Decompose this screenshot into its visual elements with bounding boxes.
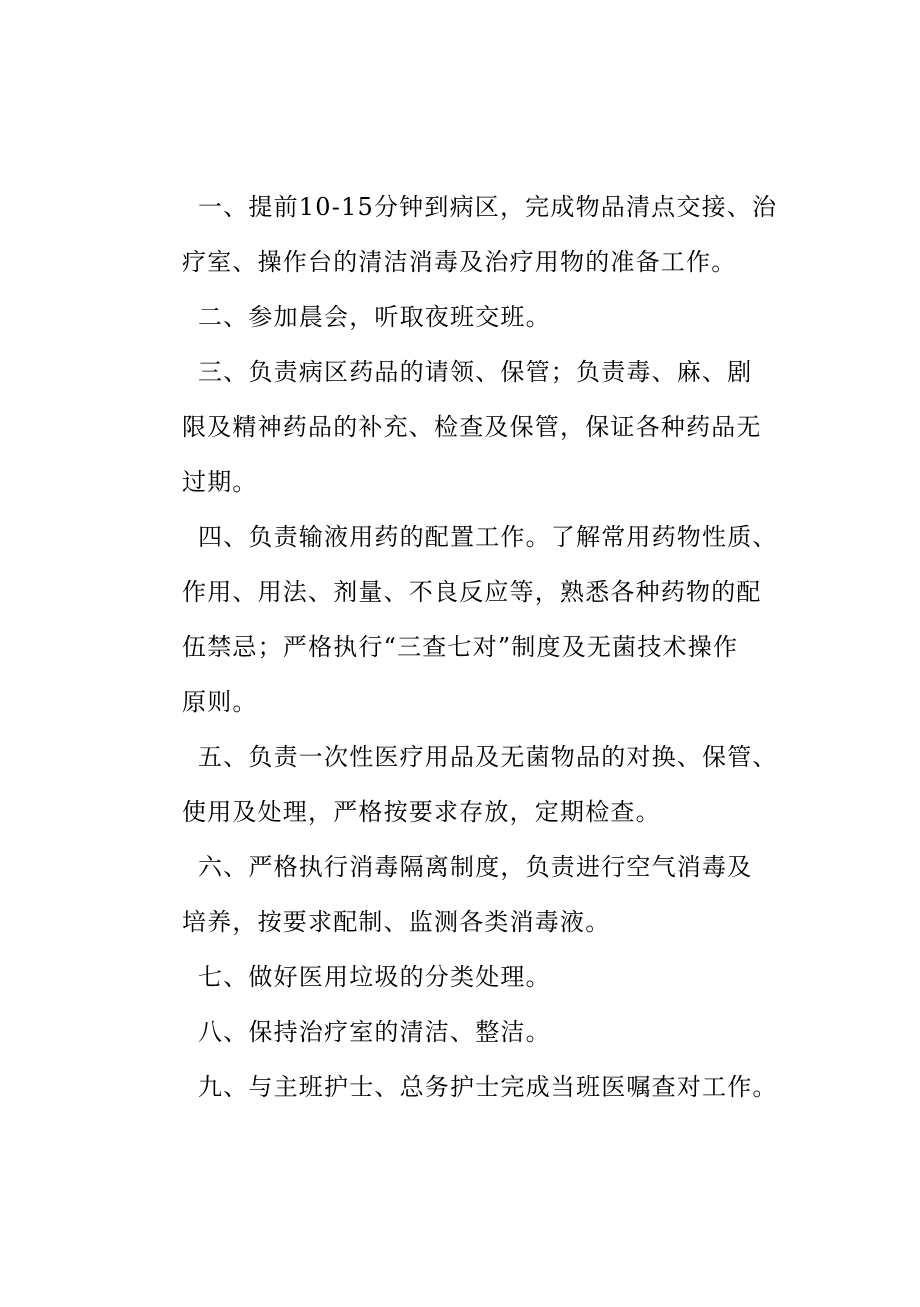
duty-item-1-line-1: 一、提前10-15分钟到病区，完成物品清点交接、治 bbox=[198, 193, 778, 221]
duty-item-4-line-1: 四、负责输液用药的配置工作。了解常用药物性质、 bbox=[198, 523, 778, 551]
duty-item-9 bbox=[166, 1060, 778, 1115]
duty-item-9-line-1: 九、与主班护士、总务护士完成当班医嘱查对工作。 bbox=[198, 1073, 778, 1101]
duty-item-7 bbox=[166, 950, 762, 1005]
duty-item-4-line-3: 伍禁忌；严格执行“三查七对”制度及无菌技术操作 bbox=[182, 633, 739, 661]
duty-item-4-line-4: 原则。 bbox=[182, 688, 258, 716]
duty-item-6 bbox=[166, 840, 762, 950]
duty-item-4-line-2: 作用、用法、剂量、不良反应等，熟悉各种药物的配 bbox=[182, 578, 762, 606]
duty-list bbox=[166, 180, 778, 1115]
duty-item-8-line-1: 八、保持治疗室的清洁、整洁。 bbox=[198, 1018, 551, 1046]
duty-item-5-line-1: 五、负责一次性医疗用品及无菌物品的对换、保管、 bbox=[198, 743, 778, 771]
duty-item-8 bbox=[166, 1005, 762, 1060]
duty-item-1-line-2: 疗室、操作台的清洁消毒及治疗用物的准备工作。 bbox=[182, 248, 737, 276]
duty-item-2 bbox=[166, 290, 762, 345]
duty-item-7-line-1: 七、做好医用垃圾的分类处理。 bbox=[198, 963, 551, 991]
duty-item-4 bbox=[166, 510, 778, 730]
duty-item-2-line-1: 二、参加晨会，听取夜班交班。 bbox=[198, 303, 551, 331]
duty-item-6-line-2: 培养，按要求配制、监测各类消毒液。 bbox=[182, 908, 611, 936]
duty-item-5-line-2: 使用及处理，严格按要求存放，定期检查。 bbox=[182, 798, 661, 826]
duty-item-6-line-1: 六、严格执行消毒隔离制度，负责进行空气消毒及 bbox=[198, 853, 753, 881]
duty-item-3 bbox=[166, 345, 762, 510]
duty-item-3-line-1: 三、负责病区药品的请领、保管；负责毒、麻、剧 bbox=[198, 358, 753, 386]
duty-item-3-line-2: 限及精神药品的补充、检查及保管，保证各种药品无 bbox=[182, 413, 762, 441]
duty-item-3-line-3: 过期。 bbox=[182, 468, 258, 496]
duty-item-5 bbox=[166, 730, 778, 840]
duty-item-1 bbox=[166, 180, 778, 290]
